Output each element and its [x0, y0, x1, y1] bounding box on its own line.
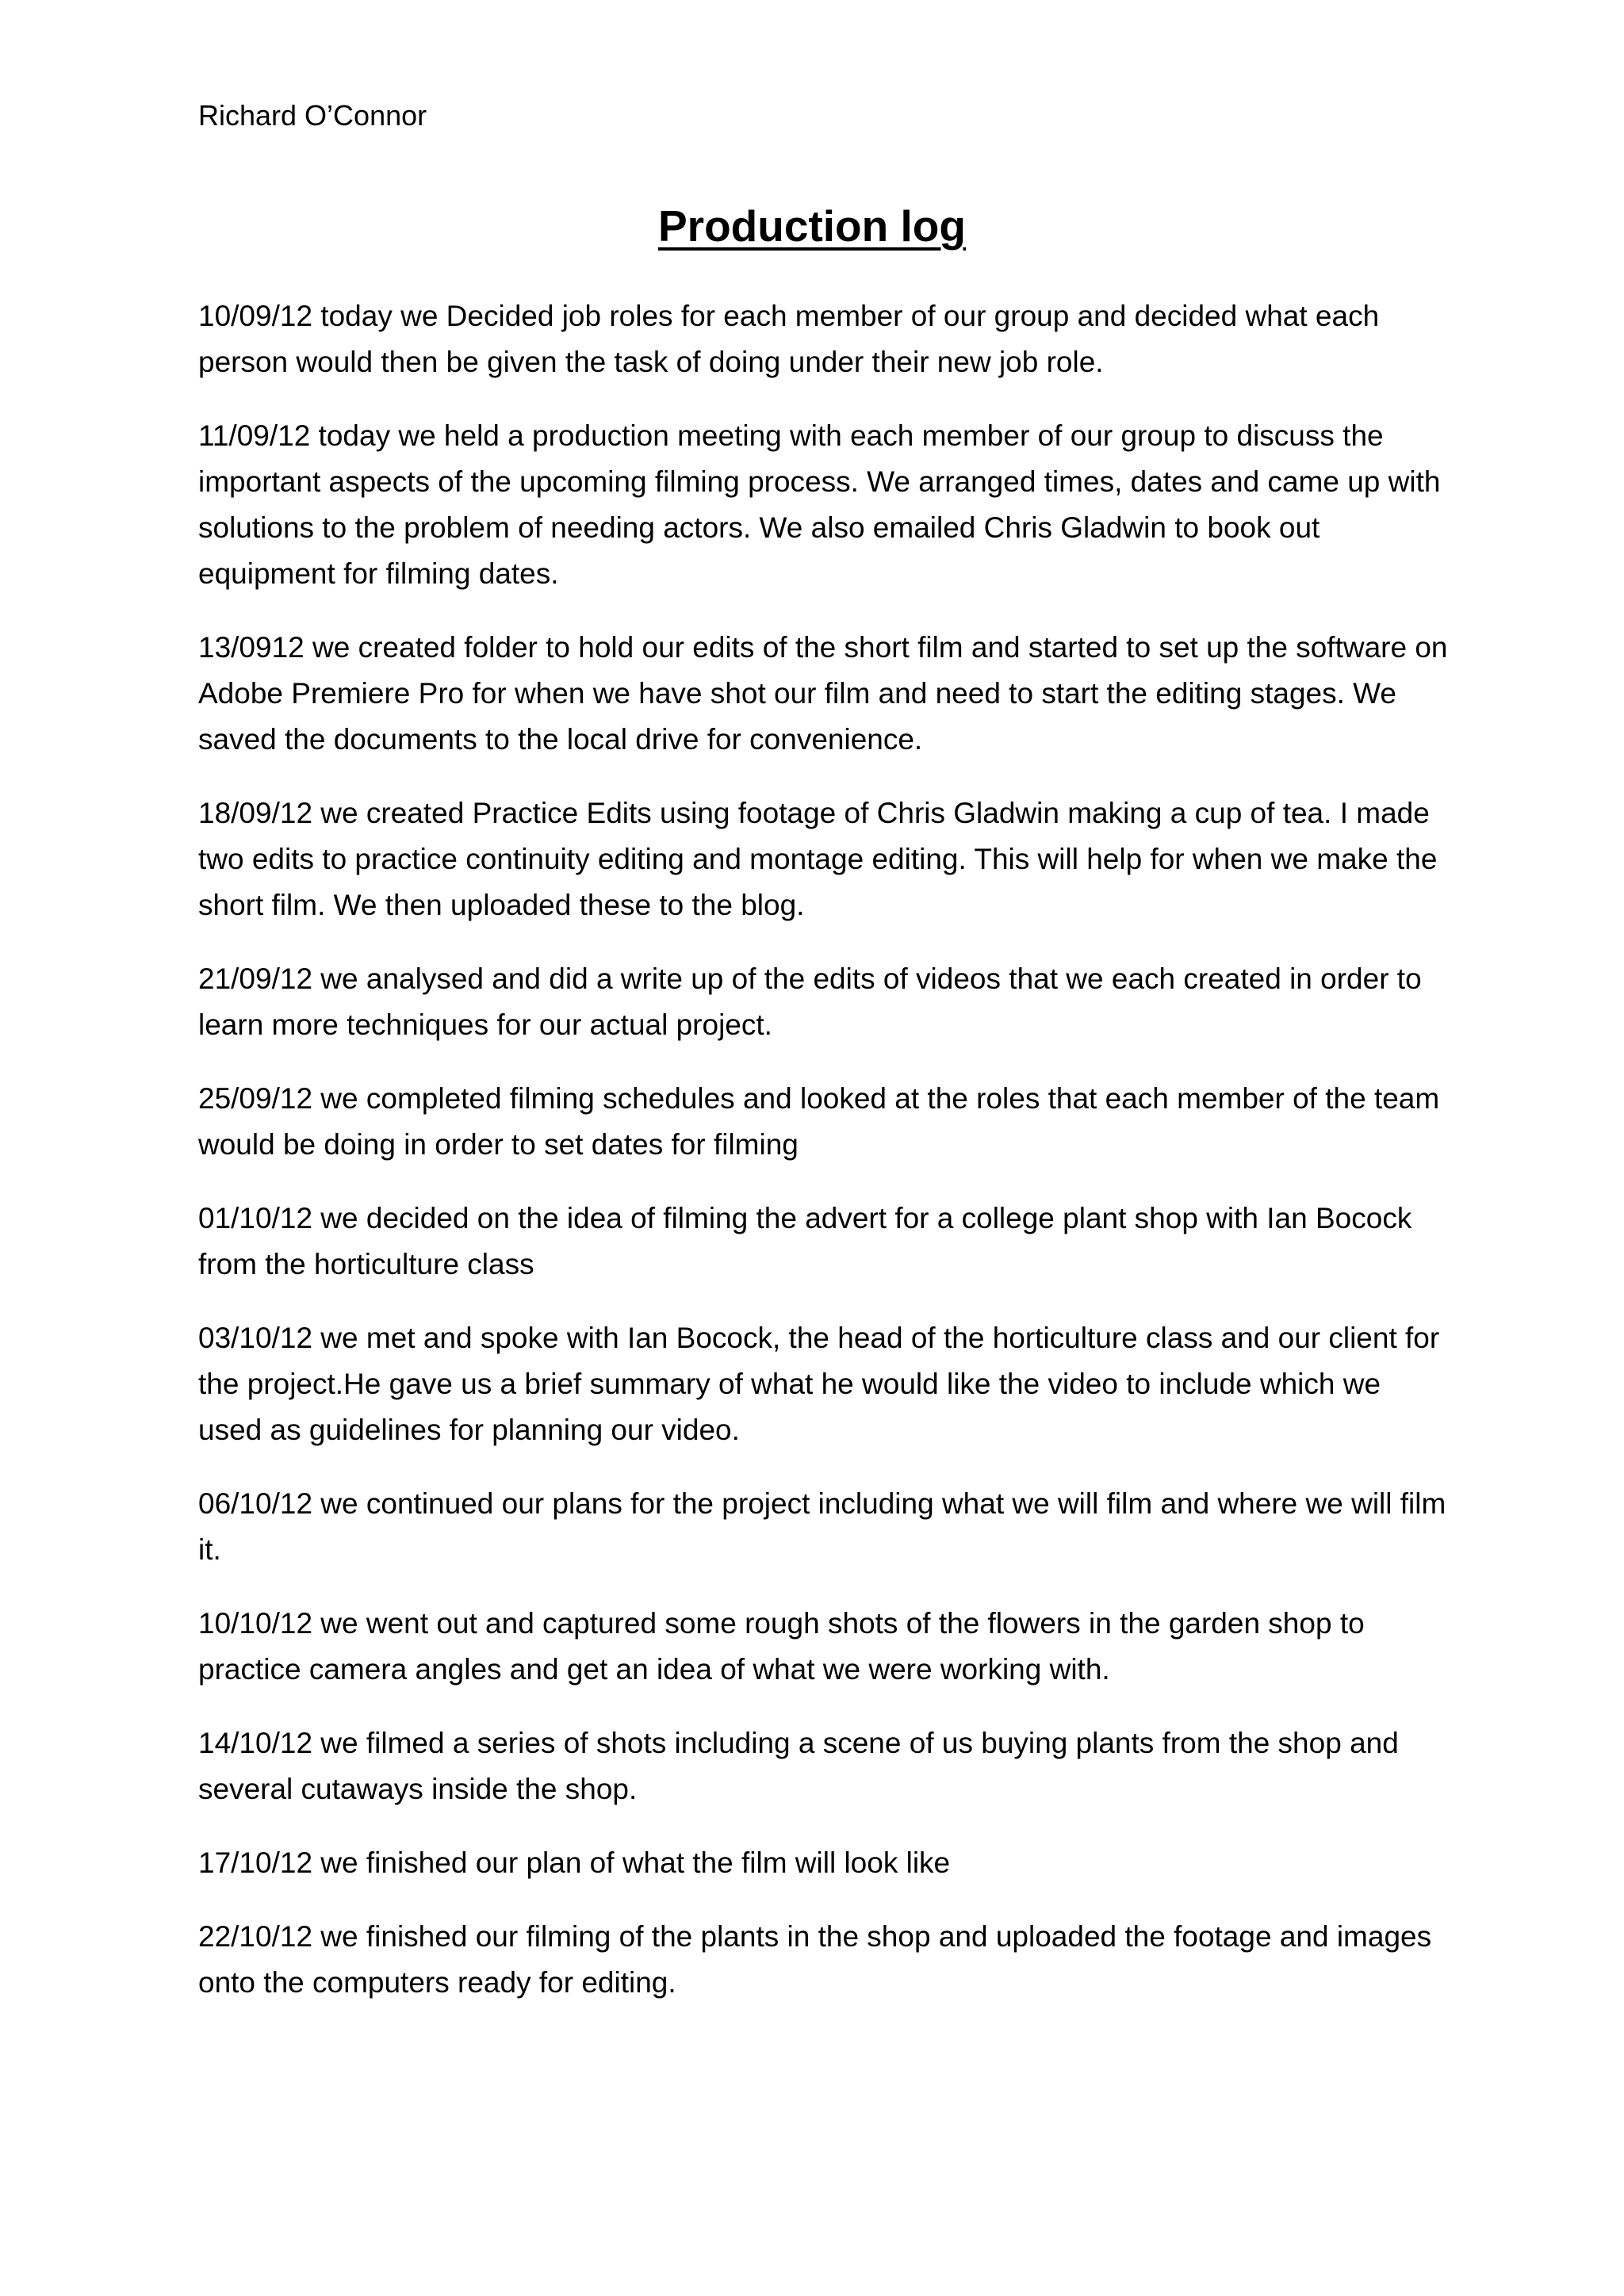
log-entry: 22/10/12 we finished our filming of the plants in the shop and uploaded the footage and images onto the computers ready for editing. [198, 1920, 1432, 1999]
log-entry: 25/09/12 we completed filming schedules and looked at the roles that each member of the team would be doing in order to set dates for filming [198, 1082, 1440, 1161]
page-title: Production log [657, 201, 966, 251]
log-entry: 14/10/12 we filmed a series of shots including a scene of us buying plants from the shop and several cutaways inside the shop. [198, 1727, 1399, 1805]
log-entry: 01/10/12 we decided on the idea of filming the advert for a college plant shop with Ian Bocock from the horticulture class [198, 1202, 1412, 1280]
log-entry: 10/09/12 today we Decided job roles for each member of our group and decided what each person would then be given the task of doing under their new job role. [198, 300, 1380, 378]
log-entry: 17/10/12 we finished our plan of what the film will look like [198, 1846, 951, 1879]
log-entry: 18/09/12 we created Practice Edits using footage of Chris Gladwin making a cup of tea. I made two edits to practice continuity editing and montage editing. This will help for when we make the short film. We then uploaded these to the blog. [198, 797, 1438, 921]
log-entry: 03/10/12 we met and spoke with Ian Bocock, the head of the horticulture class and our client for the project.He gave us a brief summary of what he would like the video to include which we used as guidelines for planning our video. [198, 1322, 1440, 1446]
log-entry: 13/0912 we created folder to hold our edits of the short film and started to set up the software on Adobe Premiere Pro for when we have shot our film and need to start the editing stages. We saved the documents to the local drive for convenience. [198, 631, 1448, 756]
log-entries [198, 293, 1451, 2034]
log-entry: 11/09/12 today we held a production meeting with each member of our group to discuss the important aspects of the upcoming filming process. We arranged times, dates and came up with solutions to the problem of needing actors. We also emailed Chris Gladwin to book out equipment for filming dates. [198, 419, 1441, 590]
log-entry: 21/09/12 we analysed and did a write up of the edits of videos that we each created in order to learn more techniques for our actual project. [198, 962, 1422, 1041]
log-entry: 10/10/12 we went out and captured some rough shots of the flowers in the garden shop to practice camera angles and get an idea of what we were working with. [198, 1607, 1365, 1686]
author-name: Richard O’Connor [198, 99, 427, 132]
log-entry: 06/10/12 we continued our plans for the project including what we will film and where we will film it. [198, 1487, 1446, 1566]
